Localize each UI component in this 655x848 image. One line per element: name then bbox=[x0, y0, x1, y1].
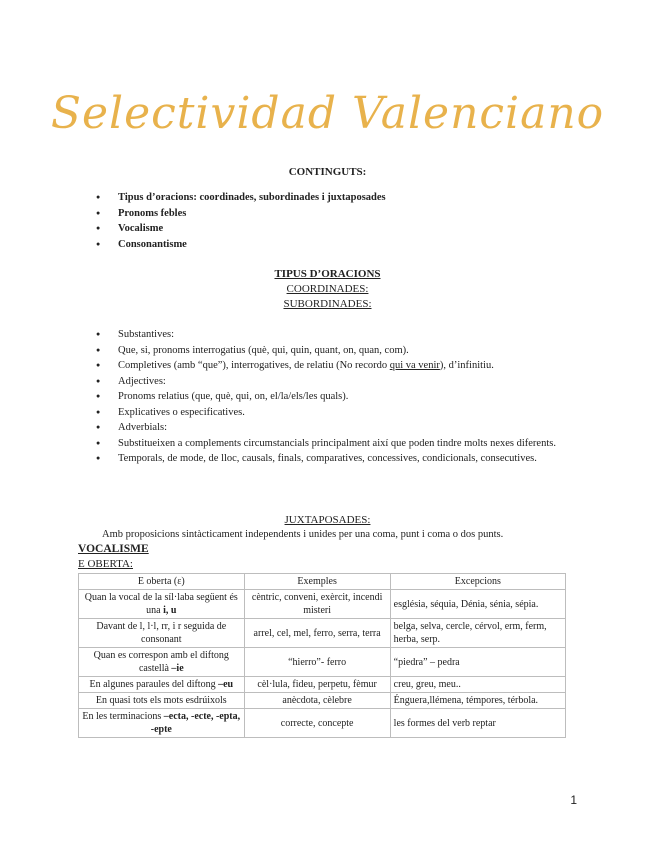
page-title: Selectividad Valenciano bbox=[50, 88, 605, 139]
table-cell: “hierro”- ferro bbox=[244, 648, 390, 677]
list-item: ● Pronoms febles bbox=[84, 206, 386, 222]
contents-heading: CONTINGUTS: bbox=[288, 166, 367, 178]
list-item: ● Tipus d’oracions: coordinades, subordinades i juxtaposades bbox=[84, 190, 386, 206]
table-cell: anècdota, cèlebre bbox=[244, 693, 390, 709]
table-cell: Énguera,llémena, témpores, térbola. bbox=[390, 693, 565, 709]
table-row bbox=[79, 648, 566, 677]
table-header: Exemples bbox=[244, 574, 390, 590]
table-row bbox=[79, 693, 566, 709]
table-cell: les formes del verb reptar bbox=[390, 709, 565, 738]
table-cell: cèntric, conveni, exèrcit, incendi misteri bbox=[244, 590, 390, 619]
section-heading-tipus: TIPUS D’ORACIONS bbox=[274, 268, 381, 280]
table-header-row bbox=[79, 574, 566, 590]
table-cell: En algunes paraules del diftong –eu bbox=[79, 677, 245, 693]
table-cell: En les terminacions –ecta, -ecte, -epta, -epte bbox=[79, 709, 245, 738]
juxtaposades-text: Amb proposicions sintàcticament independents i unides per una coma, punt i coma o dos punts. bbox=[102, 529, 504, 540]
list-item: ● Adjectives: bbox=[84, 374, 564, 390]
table-cell: correcte, concepte bbox=[244, 709, 390, 738]
table-cell: Davant de l, l·l, rr, i r seguida de consonant bbox=[79, 619, 245, 648]
subordinades-list bbox=[84, 327, 564, 467]
subheading-juxtaposades: JUXTAPOSADES: bbox=[284, 514, 371, 526]
subheading-coordinades: COORDINADES: bbox=[286, 283, 369, 295]
list-item: ● Pronoms relatius (que, què, qui, on, el/la/els/les quals). bbox=[84, 389, 564, 405]
list-item: ● Temporals, de mode, de lloc, causals, finals, comparatives, concessives, condicionals, consecutives. bbox=[84, 451, 564, 467]
table-row bbox=[79, 709, 566, 738]
table-header: Excepcions bbox=[390, 574, 565, 590]
table-cell: En quasi tots els mots esdrúixols bbox=[79, 693, 245, 709]
vocalisme-heading: VOCALISME bbox=[78, 543, 149, 555]
list-item: ● Explicatives o especificatives. bbox=[84, 405, 564, 421]
table-cell: cèl·lula, fideu, perpetu, fèmur bbox=[244, 677, 390, 693]
table-cell: església, séquia, Dénia, sénia, sépia. bbox=[390, 590, 565, 619]
table-cell: creu, greu, meu.. bbox=[390, 677, 565, 693]
list-item: ● Consonantisme bbox=[84, 237, 386, 253]
e-oberta-table bbox=[78, 573, 566, 738]
list-item: ● Substantives: bbox=[84, 327, 564, 343]
table-row bbox=[79, 677, 566, 693]
subheading-subordinades: SUBORDINADES: bbox=[283, 298, 372, 310]
list-item: ● Substitueixen a complements circumstancials principalment així que poden tindre molts nexes diferents. bbox=[84, 436, 564, 452]
list-item: ● Completives (amb “que”), interrogatives, de relatiu (No recordo qui va venir), d’infinitiu. bbox=[84, 358, 564, 374]
table-row bbox=[79, 619, 566, 648]
list-item: ● Adverbials: bbox=[84, 420, 564, 436]
list-item: ● Vocalisme bbox=[84, 221, 386, 237]
e-oberta-heading: E OBERTA: bbox=[78, 558, 133, 570]
table-header: E oberta (ɛ) bbox=[79, 574, 245, 590]
contents-list bbox=[84, 190, 386, 252]
table-cell: Quan es correspon amb el diftong castellà –ie bbox=[79, 648, 245, 677]
page-number: 1 bbox=[570, 793, 577, 807]
table-cell: arrel, cel, mel, ferro, serra, terra bbox=[244, 619, 390, 648]
table-cell: “piedra” – pedra bbox=[390, 648, 565, 677]
list-item: ● Que, si, pronoms interrogatius (què, qui, quin, quant, on, quan, com). bbox=[84, 343, 564, 359]
table-cell: Quan la vocal de la síl·laba següent és una i, u bbox=[79, 590, 245, 619]
table-row bbox=[79, 590, 566, 619]
table-cell: belga, selva, cercle, cérvol, erm, ferm, herba, serp. bbox=[390, 619, 565, 648]
